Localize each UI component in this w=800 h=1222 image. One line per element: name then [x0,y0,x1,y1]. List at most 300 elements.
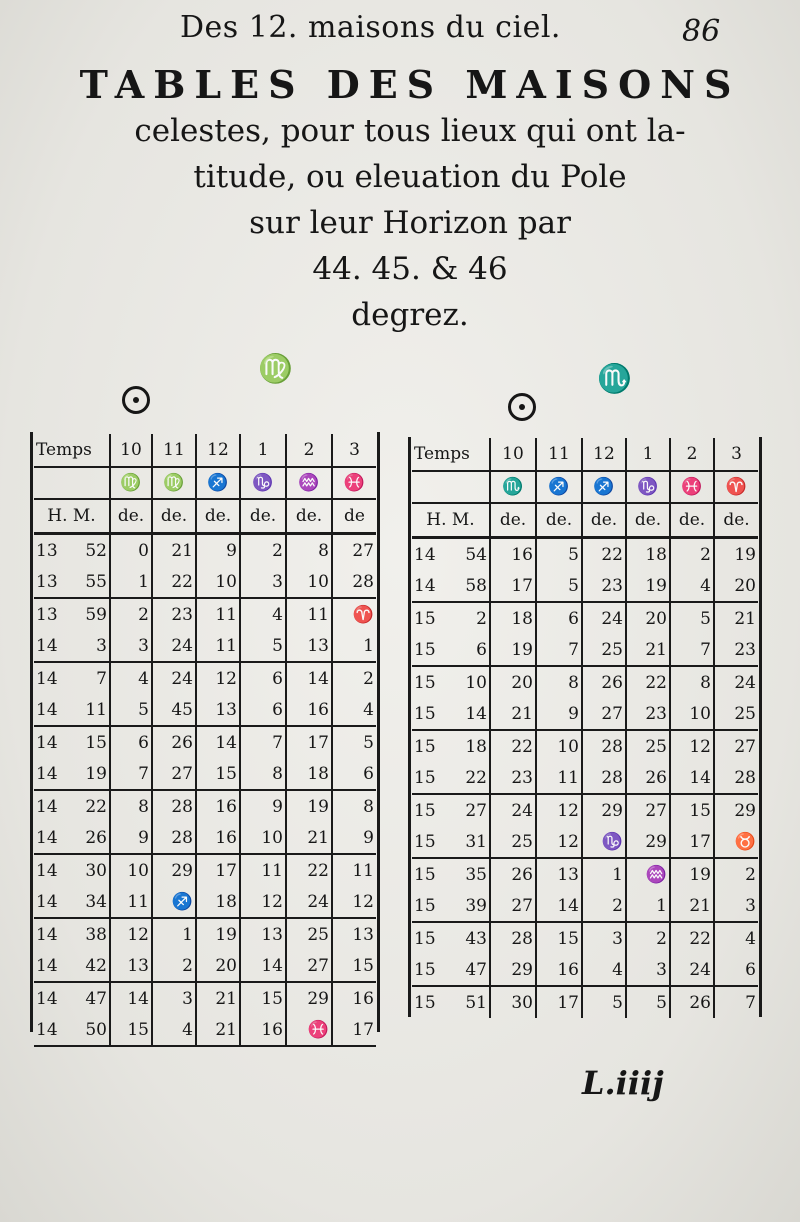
minute-value: 47 [85,988,107,1009]
degree-cell: 10 [196,566,240,598]
table-row [34,534,376,567]
degree-cell: 16 [196,790,240,822]
hour-value: 14 [36,924,58,945]
degree-cell: 9 [110,822,152,854]
table-row [34,950,376,982]
degree-cell: 15 [670,794,714,826]
unit-cell: de. [582,503,626,538]
degree-cell: 27 [582,698,626,730]
degree-cell: 19 [196,918,240,950]
hour-value: 15 [414,959,436,980]
time-cell [34,982,110,1014]
degree-cell: 26 [152,726,196,758]
minute-value: 38 [85,924,107,945]
time-cell [412,858,490,890]
time-cell [412,602,490,634]
degree-cell: 5 [363,732,374,753]
unit-cell: de. [240,499,286,534]
degree-cell: 6 [332,758,376,790]
sign-cell: ♑ [240,467,286,499]
degree-cell: 13 [286,630,332,662]
degree-cell: 29 [152,854,196,886]
time-cell [34,630,110,662]
degree-cell: 5 [240,630,286,662]
degree-cell: 16 [196,822,240,854]
table-row [34,758,376,790]
degree-cell: 10 [536,730,582,762]
degree-cell: 11 [196,598,240,630]
title-line-3: sur leur Horizon par [249,205,571,241]
degree-cell: 1 [582,858,626,890]
degree-cell: 13 [110,950,152,982]
running-title: Des 12. maisons du ciel. [180,10,561,45]
sign-cell [412,471,490,503]
degree-cell: 19 [670,858,714,890]
degree-cell: 1 [626,890,670,922]
degree-cell: 11 [240,854,286,886]
table-row [34,566,376,598]
table-unit-row [34,499,376,534]
degree-cell: 25 [626,730,670,762]
degree-cell: 27 [352,540,374,561]
degree-cell: 11 [536,762,582,794]
time-cell [412,666,490,698]
hour-value: 14 [36,635,58,656]
degree-cell: 3 [110,630,152,662]
degree-cell: 3 [240,566,286,598]
degree-cell: 28 [582,730,626,762]
degree-cell: 20 [196,950,240,982]
minute-value: 58 [465,575,487,596]
table-row [412,858,758,890]
degree-cell: 25 [714,698,758,730]
header-temps: Temps [412,438,490,471]
degree-cell: 17 [196,854,240,886]
degree-cell: 13 [536,858,582,890]
degree-cell: 18 [286,758,332,790]
degree-cell: 7 [670,634,714,666]
degree-cell: ♒ [626,858,670,890]
degree-cell: 22 [490,730,536,762]
degree-cell: 27 [734,736,756,757]
degree-cell: 7 [110,758,152,790]
time-cell [34,822,110,854]
time-cell [34,950,110,982]
degree-cell: 26 [582,666,626,698]
minute-value: 59 [85,604,107,625]
degree-cell: 45 [152,694,196,726]
hour-value: 14 [36,796,58,817]
minute-value: 7 [96,668,107,689]
degree-cell: ♑ [582,826,626,858]
table-row [412,794,758,826]
table-row [412,666,758,698]
sign-cell: ♏ [490,471,536,503]
minute-value: 35 [465,864,487,885]
sign-cell: ♐ [196,467,240,499]
unit-cell: de. [152,499,196,534]
header-house-3: 3 [714,438,758,471]
table-row [412,986,758,1018]
hour-value: 15 [414,608,436,629]
hour-value: 14 [414,575,436,596]
table-unit-row [412,503,758,538]
hour-value: 15 [414,895,436,916]
degree-cell: 20 [490,666,536,698]
degree-cell: 17 [332,1014,376,1046]
degree-cell: 5 [536,570,582,602]
sign-cell: ♐ [536,471,582,503]
degree-cell: 18 [626,538,670,571]
hour-value: 14 [36,955,58,976]
table-row [34,854,376,886]
degree-cell: 24 [286,886,332,918]
degree-cell: 21 [152,534,196,567]
degree-cell: 23 [490,762,536,794]
degree-cell: 2 [626,922,670,954]
degree-cell: 23 [152,598,196,630]
header-house-12: 12 [196,434,240,467]
title-block [70,62,750,338]
degree-cell: 17 [490,570,536,602]
degree-cell: 5 [582,986,626,1018]
degree-cell: 26 [670,986,714,1018]
degree-cell: 15 [110,1014,152,1046]
degree-cell: 28 [152,822,196,854]
hour-value: 14 [36,827,58,848]
time-cell [412,634,490,666]
table-header-row [412,438,758,471]
degree-cell: 8 [363,796,374,817]
hour-value: 15 [414,736,436,757]
degree-cell: 19 [626,570,670,602]
degree-cell: 21 [286,822,332,854]
degree-cell: 0 [110,534,152,567]
degree-cell: 8 [286,534,332,567]
table-row [34,694,376,726]
unit-cell: de. [490,503,536,538]
table-row [412,826,758,858]
time-cell [412,698,490,730]
table-row [34,982,376,1014]
header-house-1: 1 [240,434,286,467]
minute-value: 22 [85,796,107,817]
minute-value: 47 [465,959,487,980]
degree-cell: 8 [240,758,286,790]
degree-cell: ♓ [286,1014,332,1046]
degree-cell: 24 [734,672,756,693]
hour-value: 15 [414,703,436,724]
degree-cell: 15 [332,950,376,982]
hour-value: 14 [36,763,58,784]
hour-value: 15 [414,864,436,885]
degree-cell: 4 [240,598,286,630]
degree-cell: 12 [670,730,714,762]
header-house-2: 2 [670,438,714,471]
degree-cell: 16 [490,538,536,571]
degree-cell: 27 [626,794,670,826]
unit-cell: de [332,499,376,534]
degree-cell: 1 [110,566,152,598]
minute-value: 51 [465,992,487,1013]
degree-cell: 24 [670,954,714,986]
degree-cell: ♉ [714,826,758,858]
time-cell [34,566,110,598]
degree-cell: 2 [745,864,756,885]
degree-cell: 22 [626,666,670,698]
time-cell [412,538,490,571]
degree-cell: 1 [152,918,196,950]
time-cell [412,762,490,794]
degree-cell: 10 [286,566,332,598]
table-row [34,598,376,630]
time-cell [34,854,110,886]
minute-value: 42 [85,955,107,976]
degree-cell: 28 [582,762,626,794]
degree-cell: 16 [352,988,374,1009]
minute-value: 14 [465,703,487,724]
table-row [412,890,758,922]
time-cell [412,794,490,826]
degree-cell: 6 [240,662,286,694]
scorpio-symbol-right: ♏ [597,362,632,395]
hour-value: 14 [414,544,436,565]
time-cell [34,886,110,918]
degree-cell: 8 [670,666,714,698]
degree-cell: 2 [670,538,714,571]
minute-value: 11 [85,699,107,720]
table-row [412,538,758,571]
time-cell [412,922,490,954]
degree-cell: 11 [352,860,374,881]
time-cell [34,534,110,567]
minute-value: 50 [85,1019,107,1040]
degree-cell: 24 [582,602,626,634]
degree-cell: 7 [240,726,286,758]
degree-cell: 6 [536,602,582,634]
time-cell [34,790,110,822]
virgo-symbol-left: ♍ [258,352,293,385]
degree-cell: 29 [286,982,332,1014]
degree-cell: 21 [196,1014,240,1046]
header-house-10: 10 [490,438,536,471]
degree-cell: 24 [152,662,196,694]
time-cell [34,918,110,950]
sun-symbol-left-icon [122,386,150,414]
degree-cell: 17 [286,726,332,758]
hour-value: 14 [36,988,58,1009]
sign-cell: ♍ [110,467,152,499]
degree-cell: 5 [536,538,582,571]
degree-cell: 26 [626,762,670,794]
minute-value: 27 [465,800,487,821]
degree-cell: 10 [110,854,152,886]
hour-value: 14 [36,891,58,912]
degree-cell: 18 [196,886,240,918]
degree-cell: 19 [286,790,332,822]
degree-cell: 16 [286,694,332,726]
degree-cell: 8 [536,666,582,698]
degree-cell: 2 [240,534,286,567]
table-sign-row [412,471,758,503]
hour-value: 15 [414,672,436,693]
degree-cell: 12 [196,662,240,694]
header-house-3: 3 [332,434,376,467]
minute-value: 26 [85,827,107,848]
degree-cell: 5 [626,986,670,1018]
degree-cell: 9 [240,790,286,822]
degree-cell: 21 [490,698,536,730]
hour-value: 13 [36,571,58,592]
header-house-11: 11 [152,434,196,467]
degree-cell: 29 [490,954,536,986]
degree-cell: 4 [152,1014,196,1046]
degree-cell: 3 [152,982,196,1014]
degree-cell: 24 [152,630,196,662]
degree-cell: 11 [286,598,332,630]
header-house-1: 1 [626,438,670,471]
table-header-row [34,434,376,467]
time-cell [34,662,110,694]
table-row [34,886,376,918]
table-row [34,822,376,854]
unit-cell: de. [196,499,240,534]
degree-cell: 12 [332,886,376,918]
page-title: TABLES DES MAISONS [79,62,741,107]
header-house-11: 11 [536,438,582,471]
degree-cell: 10 [670,698,714,730]
time-cell [412,826,490,858]
degree-cell: 29 [626,826,670,858]
minute-value: 2 [476,608,487,629]
time-cell [412,954,490,986]
table-row [412,602,758,634]
hour-value: 15 [414,800,436,821]
degree-cell: 2 [363,668,374,689]
degree-cell: 19 [734,544,756,565]
degree-cell: 14 [110,982,152,1014]
table-row [412,698,758,730]
degree-cell: 28 [332,566,376,598]
hour-value: 13 [36,604,58,625]
degree-cell: 3 [714,890,758,922]
degree-cell: 23 [714,634,758,666]
degree-cell: 14 [536,890,582,922]
degree-cell: 27 [286,950,332,982]
header-house-10: 10 [110,434,152,467]
unit-cell: de. [714,503,758,538]
table-row [412,762,758,794]
degree-cell: 12 [110,918,152,950]
minute-value: 6 [476,639,487,660]
degree-cell: 17 [536,986,582,1018]
degree-cell: 19 [490,634,536,666]
degree-cell: 4 [110,662,152,694]
time-cell [34,758,110,790]
degree-cell: 9 [196,534,240,567]
time-cell [34,598,110,630]
degree-cell: 5 [110,694,152,726]
degree-cell: 24 [490,794,536,826]
unit-cell: de. [670,503,714,538]
minute-value: 55 [85,571,107,592]
degree-cell: 2 [582,890,626,922]
degree-cell: 4 [745,928,756,949]
time-cell [412,570,490,602]
degree-cell: 14 [286,662,332,694]
unit-cell: de. [110,499,152,534]
degree-cell: 12 [240,886,286,918]
degree-cell: 6 [240,694,286,726]
hour-value: 15 [414,767,436,788]
degree-cell: 26 [490,858,536,890]
hour-value: 15 [414,928,436,949]
hour-value: 14 [36,699,58,720]
degree-cell: 28 [152,790,196,822]
minute-value: 43 [465,928,487,949]
degree-cell: 13 [352,924,374,945]
hour-value: 15 [414,639,436,660]
degree-cell: 21 [734,608,756,629]
sign-cell: ♐ [582,471,626,503]
degree-cell: ♈ [352,604,374,625]
degree-cell: 7 [536,634,582,666]
degree-cell: 14 [240,950,286,982]
minute-value: 22 [465,767,487,788]
minute-value: 18 [465,736,487,757]
table-row [412,922,758,954]
minute-value: 3 [96,635,107,656]
sun-symbol-right-icon [508,393,536,421]
degree-cell: 9 [536,698,582,730]
degree-cell: 20 [626,602,670,634]
degree-cell: 21 [196,982,240,1014]
title-line-1: celestes, pour tous lieux qui ont la- [134,113,686,149]
degree-cell: 22 [152,566,196,598]
degree-cell: 25 [582,634,626,666]
degree-cell: 3 [626,954,670,986]
header-house-12: 12 [582,438,626,471]
sign-cell: ♍ [152,467,196,499]
table-row [34,726,376,758]
degree-cell: 28 [714,762,758,794]
time-cell [412,730,490,762]
left-house-table [34,434,376,1047]
degree-cell: 30 [490,986,536,1018]
unit-cell: de. [536,503,582,538]
minute-value: 30 [85,860,107,881]
sign-cell: ♑ [626,471,670,503]
degree-cell: 22 [582,538,626,571]
time-cell [412,986,490,1018]
header-house-2: 2 [286,434,332,467]
time-cell [34,726,110,758]
hour-value: 15 [414,992,436,1013]
signature-mark: L.iiij [582,1064,664,1102]
degree-cell: 4 [670,570,714,602]
hour-value: 14 [36,860,58,881]
degree-cell: 27 [490,890,536,922]
degree-cell: 5 [670,602,714,634]
degree-cell: 15 [536,922,582,954]
table-row [34,630,376,662]
degree-cell: 14 [670,762,714,794]
sign-cell: ♓ [670,471,714,503]
degree-cell: 14 [196,726,240,758]
degree-cell: 29 [734,800,756,821]
degree-cell: 10 [240,822,286,854]
hour-value: 14 [36,1019,58,1040]
